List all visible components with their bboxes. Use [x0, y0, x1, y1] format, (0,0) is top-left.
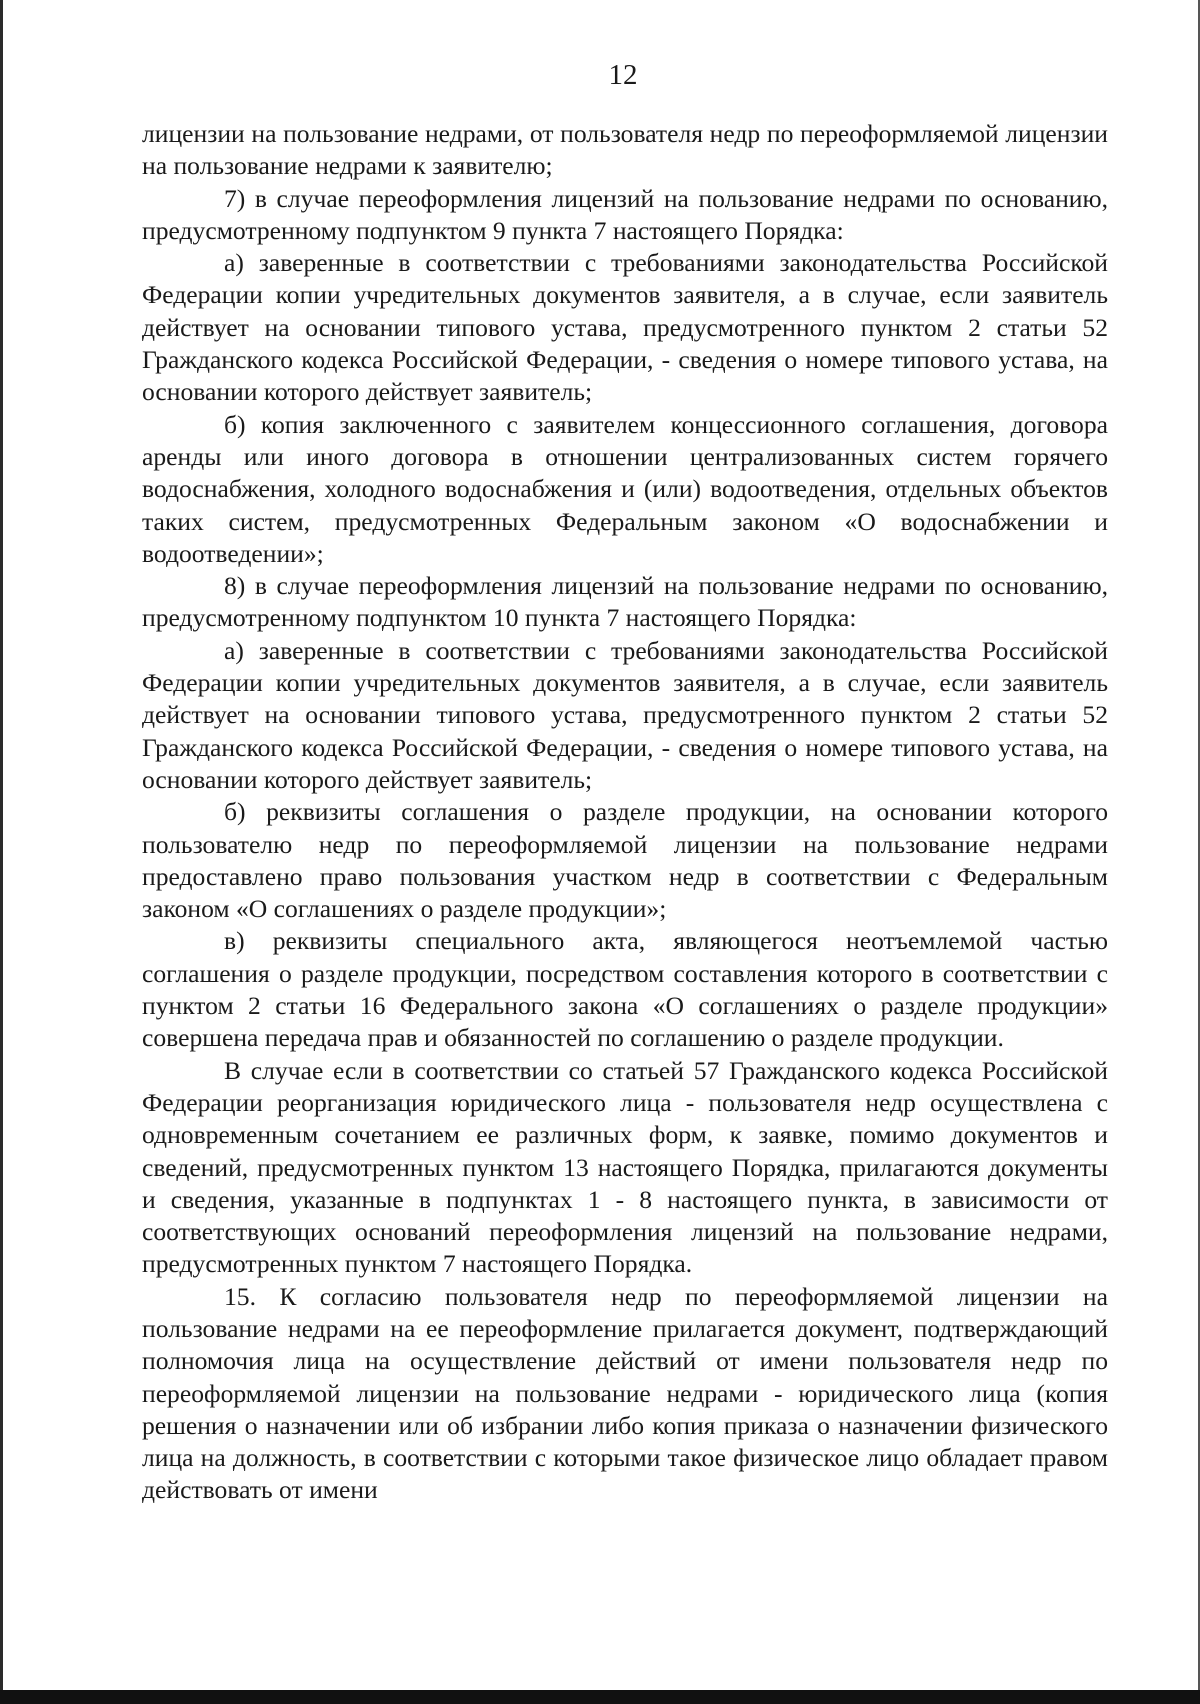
- paragraph-item-7a: а) заверенные в соответствии с требованиями законодательства Российской Федерации копии учредительных документов заявителя, а в случае, если заявитель действует на основании типового устава, предусмотренного пунктом 2 статьи 52 Гражданского кодекса Российской Федерации, - сведения о номере типового устава, на основании которого действует заявитель;: [142, 248, 1108, 407]
- paragraph-item-8: 8) в случае переоформления лицензий на пользование недрами по основанию, предусмотренному подпунктом 10 пункта 7 настоящего Порядка:: [142, 571, 1108, 633]
- paragraph-item-7: 7) в случае переоформления лицензий на пользование недрами по основанию, предусмотренному подпунктом 9 пункта 7 настоящего Порядка:: [142, 183, 1108, 245]
- paragraph-reorganization: В случае если в соответствии со статьей 57 Гражданского кодекса Российской Федерации реорганизация юридического лица - пользователя недр осуществлена с одновременным сочетанием ее различных форм, к заявке, помимо документов и сведений, предусмотренных пунктом 13 настоящего Порядка, прилагаются документы и сведения, указанные в подпунктах 1 - 8 настоящего пункта, в зависимости от соответствующих оснований переоформления лицензий на пользование недрами, предусмотренных пунктом 7 настоящего Порядка.: [142, 1055, 1108, 1279]
- paragraph-section-15: 15. К согласию пользователя недр по переоформляемой лицензии на пользование недрами на ее переоформление прилагается документ, подтверждающий полномочия лица на осуществление действий от имени пользователя недр по переоформляемой лицензии на пользование недрами - юридического лица (копия решения о назначении или об избрании либо копия приказа о назначении физического лица на должность, в соответствии с которыми такое физическое лицо обладает правом действовать от имени: [142, 1281, 1108, 1505]
- paragraph-item-8b: б) реквизиты соглашения о разделе продукции, на основании которого пользователю недр по переоформляемой лицензии на пользование недрами предоставлено право пользования участком недр в соответствии с Федеральным законом «О соглашениях о разделе продукции»;: [142, 797, 1108, 924]
- page-number: 12: [608, 59, 638, 91]
- scan-edge-left: [0, 0, 3, 1704]
- scan-edge-bottom: [0, 1690, 1200, 1704]
- paragraph-item-8a: а) заверенные в соответствии с требованиями законодательства Российской Федерации копии учредительных документов заявителя, а в случае, если заявитель действует на основании типового устава, предусмотренного пунктом 2 статьи 52 Гражданского кодекса Российской Федерации, - сведения о номере типового устава, на основании которого действует заявитель;: [142, 635, 1108, 794]
- paragraph-item-7b: б) копия заключенного с заявителем концессионного соглашения, договора аренды или иного договора в отношении централизованных систем горячего водоснабжения, холодного водоснабжения и (или) водоотведения, отдельных объектов таких систем, предусмотренных Федеральным законом «О водоснабжении и водоотведении»;: [142, 409, 1108, 568]
- paragraph-item-8c: в) реквизиты специального акта, являющегося неотъемлемой частью соглашения о разделе продукции, посредством составления которого в соответствии с пунктом 2 статьи 16 Федерального закона «О соглашениях о разделе продукции» совершена передача прав и обязанностей по соглашению о разделе продукции.: [142, 926, 1108, 1053]
- document-body: [142, 118, 1108, 1507]
- paragraph-continuation: лицензии на пользование недрами, от пользователя недр по переоформляемой лицензии на пользование недрами к заявителю;: [142, 119, 1108, 181]
